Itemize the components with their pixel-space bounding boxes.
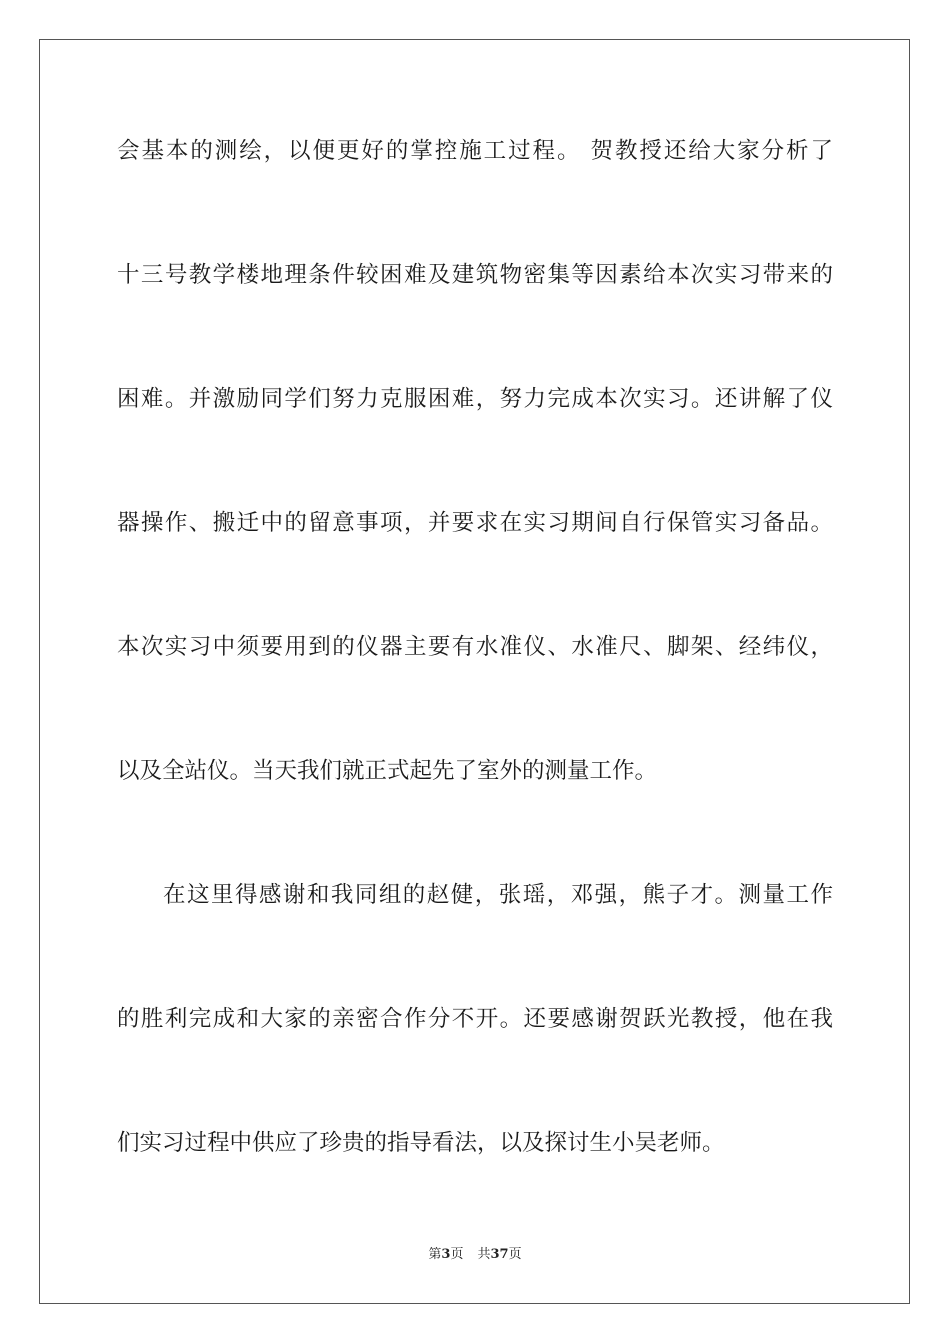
page-footer: [0, 1246, 950, 1264]
paragraph-first-line: 在这里得感谢和我同组的赵健，张瑶，邓强，熊子才。测量工作: [163, 882, 833, 908]
page-number: 3: [441, 1247, 451, 1262]
body-text-line: 们实习过程中供应了珍贵的指导看法，以及探讨生小吴老师。: [117, 1130, 725, 1156]
body-text-line: 困难。并激励同学们努力克服困难，努力完成本次实习。还讲解了仪: [117, 386, 833, 412]
body-text-line: 的胜利完成和大家的亲密合作分不开。还要感谢贺跃光教授，他在我: [117, 1006, 833, 1032]
body-text-line: 以及全站仪。当天我们就正式起先了室外的测量工作。: [117, 758, 658, 784]
total-suffix: 页: [508, 1247, 522, 1262]
total-prefix: 共: [477, 1247, 491, 1262]
body-text-line: 本次实习中须要用到的仪器主要有水准仪、水准尺、脚架、经纬仪，: [117, 634, 833, 660]
body-text-line: 会基本的测绘，以便更好的掌控施工过程。 贺教授还给大家分析了: [117, 138, 833, 164]
total-pages: 37: [490, 1247, 509, 1262]
body-text-line: 器操作、搬迁中的留意事项，并要求在实习期间自行保管实习备品。: [117, 510, 833, 536]
page-prefix: 第: [428, 1247, 442, 1262]
page-border: [39, 39, 910, 1304]
body-text-line: 十三号教学楼地理条件较困难及建筑物密集等因素给本次实习带来的: [117, 262, 833, 288]
page-suffix: 页: [450, 1247, 464, 1262]
